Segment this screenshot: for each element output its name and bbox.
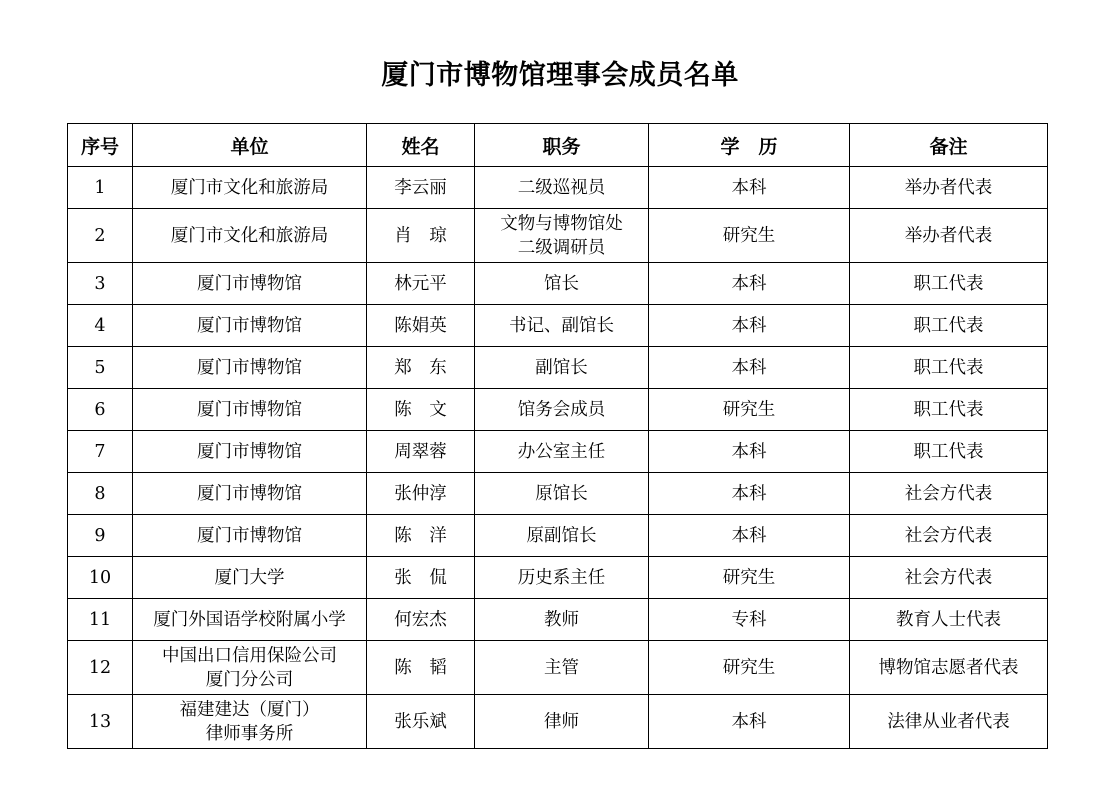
cell-unit-line: 厦门市博物馆: [197, 525, 302, 546]
cell-position-line: 原馆长: [535, 483, 588, 504]
cell-position: [475, 599, 649, 641]
cell-name: 何宏杰: [367, 599, 475, 641]
cell-position-line: 原副馆长: [526, 525, 597, 546]
cell-position-line: 主管: [544, 657, 579, 678]
cell-seq: 2: [68, 209, 133, 263]
cell-remark: 博物馆志愿者代表: [850, 641, 1048, 695]
cell-unit-line: 厦门市文化和旅游局: [170, 225, 329, 246]
cell-seq: 9: [68, 515, 133, 557]
cell-remark: 社会方代表: [850, 515, 1048, 557]
cell-position: [475, 515, 649, 557]
table-row: [68, 599, 1048, 641]
cell-name: 林元平: [367, 263, 475, 305]
cell-unit: [133, 641, 367, 695]
cell-education: 本科: [649, 263, 850, 305]
table-row: [68, 695, 1048, 749]
cell-unit-line: 厦门市博物馆: [197, 315, 302, 336]
cell-education: 研究生: [649, 389, 850, 431]
cell-education: 专科: [649, 599, 850, 641]
cell-position: [475, 305, 649, 347]
cell-unit: [133, 305, 367, 347]
header-remark: 备注: [850, 124, 1048, 167]
cell-unit: [133, 347, 367, 389]
cell-name: 肖 琼: [367, 209, 475, 263]
header-unit: 单位: [133, 124, 367, 167]
cell-position: [475, 641, 649, 695]
cell-position: [475, 431, 649, 473]
cell-seq: 8: [68, 473, 133, 515]
cell-position: [475, 209, 649, 263]
cell-remark: 法律从业者代表: [850, 695, 1048, 749]
cell-name: 周翠蓉: [367, 431, 475, 473]
cell-position-line: 历史系主任: [517, 567, 606, 588]
cell-name: 张乐斌: [367, 695, 475, 749]
cell-position: [475, 695, 649, 749]
header-education: 学 历: [649, 124, 850, 167]
cell-remark: 社会方代表: [850, 473, 1048, 515]
member-table: [67, 123, 1048, 749]
cell-education: 研究生: [649, 209, 850, 263]
cell-education: 本科: [649, 695, 850, 749]
cell-remark: 职工代表: [850, 389, 1048, 431]
cell-position: [475, 557, 649, 599]
cell-unit-line: 律师事务所: [205, 723, 294, 744]
table-header-row: [68, 124, 1048, 167]
cell-unit-line: 厦门市博物馆: [197, 273, 302, 294]
cell-education: 本科: [649, 347, 850, 389]
cell-unit: [133, 473, 367, 515]
cell-position-line: 办公室主任: [517, 441, 606, 462]
cell-position-line: 副馆长: [535, 357, 588, 378]
cell-seq: 11: [68, 599, 133, 641]
cell-seq: 4: [68, 305, 133, 347]
cell-education: 研究生: [649, 641, 850, 695]
cell-position-line: 馆长: [544, 273, 579, 294]
cell-position-line: 书记、副馆长: [509, 315, 614, 336]
cell-education: 本科: [649, 431, 850, 473]
table-row: [68, 305, 1048, 347]
cell-seq: 3: [68, 263, 133, 305]
cell-education: 本科: [649, 473, 850, 515]
cell-position: [475, 167, 649, 209]
cell-unit-line: 厦门市博物馆: [197, 357, 302, 378]
cell-position-line: 二级巡视员: [517, 177, 606, 198]
table-row: [68, 167, 1048, 209]
cell-remark: 社会方代表: [850, 557, 1048, 599]
cell-position: [475, 473, 649, 515]
cell-unit: [133, 389, 367, 431]
table-row: [68, 515, 1048, 557]
cell-unit: [133, 167, 367, 209]
cell-name: 陈娟英: [367, 305, 475, 347]
cell-remark: 职工代表: [850, 305, 1048, 347]
cell-seq: 6: [68, 389, 133, 431]
cell-unit: [133, 557, 367, 599]
header-name: 姓名: [367, 124, 475, 167]
cell-seq: 5: [68, 347, 133, 389]
cell-unit: [133, 209, 367, 263]
cell-position: [475, 347, 649, 389]
cell-name: 陈 洋: [367, 515, 475, 557]
cell-remark: 举办者代表: [850, 167, 1048, 209]
cell-name: 张仲淳: [367, 473, 475, 515]
cell-seq: 10: [68, 557, 133, 599]
cell-education: 本科: [649, 515, 850, 557]
cell-remark: 职工代表: [850, 431, 1048, 473]
table-row: [68, 209, 1048, 263]
cell-unit: [133, 431, 367, 473]
cell-education: 本科: [649, 167, 850, 209]
cell-position-line: 律师: [544, 711, 579, 732]
document-title: 厦门市博物馆理事会成员名单: [381, 60, 739, 91]
cell-position-line: 馆务会成员: [517, 399, 606, 420]
table-row: [68, 431, 1048, 473]
cell-unit-line: 厦门大学: [214, 567, 285, 588]
table-row: [68, 557, 1048, 599]
cell-remark: 职工代表: [850, 347, 1048, 389]
header-seq: 序号: [68, 124, 133, 167]
table-row: [68, 389, 1048, 431]
cell-position-line: 教师: [544, 609, 579, 630]
cell-position: [475, 263, 649, 305]
cell-unit-line: 中国出口信用保险公司: [162, 645, 337, 666]
cell-education: 本科: [649, 305, 850, 347]
cell-position: [475, 389, 649, 431]
cell-unit-line: 厦门外国语学校附属小学: [153, 609, 346, 630]
cell-unit: [133, 263, 367, 305]
cell-seq: 7: [68, 431, 133, 473]
table-row: [68, 347, 1048, 389]
cell-unit: [133, 695, 367, 749]
cell-seq: 1: [68, 167, 133, 209]
cell-name: 郑 东: [367, 347, 475, 389]
cell-name: 张 侃: [367, 557, 475, 599]
cell-unit: [133, 515, 367, 557]
table-row: [68, 473, 1048, 515]
header-position: 职务: [475, 124, 649, 167]
cell-name: 陈 韬: [367, 641, 475, 695]
cell-unit: [133, 599, 367, 641]
cell-name: 李云丽: [367, 167, 475, 209]
cell-unit-line: 福建建达（厦门）: [179, 699, 320, 720]
cell-remark: 职工代表: [850, 263, 1048, 305]
cell-unit-line: 厦门市博物馆: [197, 441, 302, 462]
table-row: [68, 263, 1048, 305]
cell-position-line: 文物与博物馆处: [500, 213, 623, 234]
cell-remark: 教育人士代表: [850, 599, 1048, 641]
table-row: [68, 641, 1048, 695]
cell-education: 研究生: [649, 557, 850, 599]
cell-remark: 举办者代表: [850, 209, 1048, 263]
cell-unit-line: 厦门分公司: [205, 669, 294, 690]
cell-position-line: 二级调研员: [517, 237, 606, 258]
cell-unit-line: 厦门市文化和旅游局: [170, 177, 329, 198]
table-body: [68, 167, 1048, 749]
cell-unit-line: 厦门市博物馆: [197, 483, 302, 504]
cell-name: 陈 文: [367, 389, 475, 431]
cell-seq: 12: [68, 641, 133, 695]
cell-unit-line: 厦门市博物馆: [197, 399, 302, 420]
cell-seq: 13: [68, 695, 133, 749]
